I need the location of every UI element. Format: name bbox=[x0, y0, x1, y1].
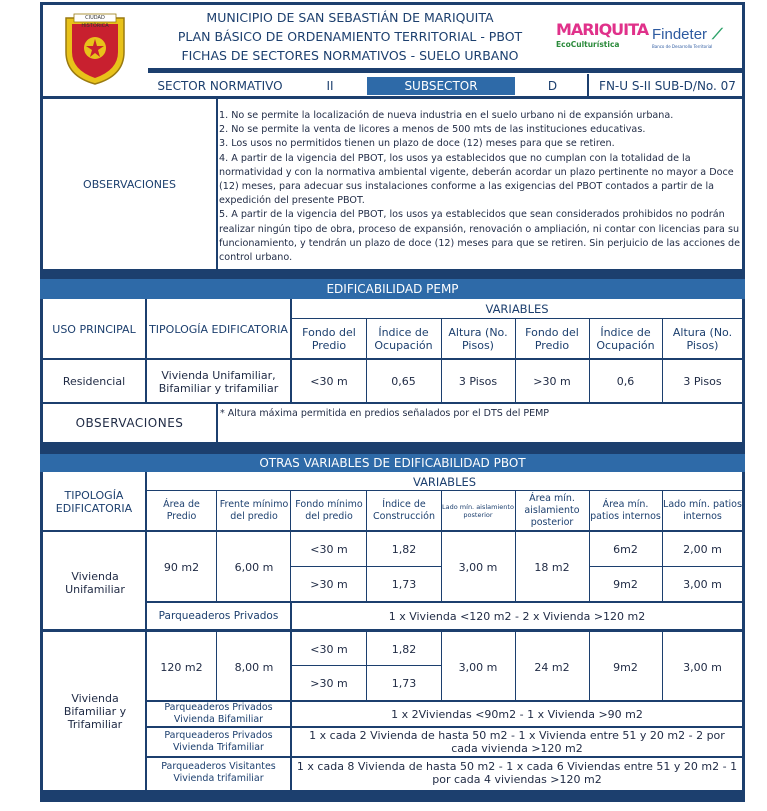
unifamiliar-lado-patio-1: 2,00 m bbox=[683, 543, 722, 556]
pemp-value-4: >30 m bbox=[533, 375, 571, 388]
findeter-logo-icon: ⟋ bbox=[712, 25, 723, 43]
parq-bifamiliar-label: Parqueaderos Privados Vivienda Bifamiliar bbox=[164, 702, 273, 725]
unifamiliar-parq-label: Parqueaderos Privados bbox=[158, 610, 279, 622]
sector-value: II bbox=[326, 78, 334, 93]
ficha-code: FN-U S-II SUB-D/No. 07 bbox=[599, 78, 736, 93]
pemp-title: EDIFICABILIDAD PEMP bbox=[40, 279, 745, 299]
mariquita-logo bbox=[556, 20, 649, 56]
unifamiliar-fondo-2: >30 m bbox=[310, 578, 348, 591]
header-line-2: PLAN BÁSICO DE ORDENAMIENTO TERRITORIAL - PBOT bbox=[177, 29, 523, 44]
parq-bifamiliar-value: 1 x 2Viviendas <90m2 - 1 x Vivienda >90 m2 bbox=[391, 707, 643, 721]
pbot-col-fondo: Fondo mínimo del predio bbox=[295, 499, 363, 522]
parq-trifamiliar-value: 1 x cada 2 Vivienda de hasta 50 m2 - 1 x Vivienda entre 51 y 20 m2 - 2 por cada vivienda >120 m2 bbox=[309, 729, 725, 755]
obs-item-2: 2. No se permite la venta de licores a menos de 500 mts de las instituciones educativas. bbox=[219, 124, 646, 136]
pbot-band-top bbox=[40, 442, 745, 454]
pemp-obs-text: * Altura máxima permitida en predios señalados por el DTS del PEMP bbox=[220, 408, 550, 419]
obs-divider bbox=[216, 99, 218, 269]
uso-principal-header: USO PRINCIPAL bbox=[52, 322, 136, 336]
pbot-tipologia-header: TIPOLOGÍA EDIFICATORIA bbox=[55, 489, 133, 515]
observaciones-list bbox=[219, 109, 741, 265]
pemp-col-6: Altura (No. Pisos) bbox=[672, 326, 733, 352]
pemp-value-6: 3 Pisos bbox=[683, 375, 722, 388]
pemp-row-line bbox=[40, 402, 745, 404]
pemp-value-1: <30 m bbox=[310, 375, 348, 388]
footer-band bbox=[40, 790, 745, 802]
bifamiliar-area-patio: 9m2 bbox=[613, 660, 638, 674]
unifamiliar-area: 90 m2 bbox=[163, 560, 200, 574]
unifamiliar-parq-value: 1 x Vivienda <120 m2 - 2 x Vivienda >120 m2 bbox=[388, 609, 646, 623]
bi-col-div-f bbox=[589, 632, 590, 700]
pbot-title: OTRAS VARIABLES DE EDIFICABILIDAD PBOT bbox=[40, 454, 745, 472]
unifamiliar-values-bottom bbox=[146, 601, 745, 603]
pemp-obs-divider bbox=[216, 404, 218, 442]
sector-row-top-border bbox=[148, 68, 745, 73]
mariquita-logo-subtext: EcoCulturística bbox=[556, 40, 620, 49]
header-line-3: FICHAS DE SECTORES NORMATIVOS - SUELO URBANO bbox=[181, 48, 519, 63]
pemp-value-3: 3 Pisos bbox=[458, 375, 498, 388]
pbot-col-area-patio: Área mín. patios internos bbox=[590, 499, 661, 522]
pbot-col-lado-patio: Lado mín. patios internos bbox=[663, 499, 742, 522]
pbot-col-area-aisl: Área mín. aislamiento posterior bbox=[524, 493, 580, 528]
bifamiliar-lado-patio: 3,00 m bbox=[683, 660, 722, 674]
unifamiliar-mid-line-b bbox=[590, 566, 745, 567]
obs-item-1: 1. No se permite la localización de nueva industria en el suelo urbano ni de expansión urbana. bbox=[219, 110, 674, 121]
pemp-header-line bbox=[40, 358, 745, 360]
pbot-col-area: Área de Predio bbox=[163, 499, 200, 522]
bifamiliar-area: 120 m2 bbox=[160, 660, 203, 674]
unifamiliar-frente: 6,00 m bbox=[234, 560, 274, 574]
bi-col-div-c bbox=[366, 632, 367, 700]
unifamiliar-area-patio-2: 9m2 bbox=[613, 578, 638, 591]
pemp-col-2: Índice de Ocupación bbox=[374, 326, 433, 352]
pemp-variables-line bbox=[292, 318, 742, 319]
obs-item-5: 5. A partir de la vigencia del PBOT, los usos ya establecidos que sean considerados prohibidos no podrán realizar ningún tipo de obra, proceso de expansión, renovación o ampliación, ni contar con licencias para su funcionamiento, y tendrán un plazo de doce (12) meses para que se retiren. Sin perjuicio de las acciones de control urbano. bbox=[219, 209, 741, 264]
bifamiliar-lado-aisl: 3,00 m bbox=[458, 660, 498, 674]
unifamiliar-lado-aisl: 3,00 m bbox=[458, 560, 498, 574]
unifamiliar-bottom bbox=[40, 629, 745, 632]
municipal-seal bbox=[56, 10, 134, 86]
mariquita-logo-text: MARIQUITA bbox=[556, 20, 649, 39]
bifamiliar-indice-1: 1,82 bbox=[391, 643, 417, 656]
unifamiliar-indice-2: 1,73 bbox=[391, 578, 417, 591]
bifamiliar-fondo-1: <30 m bbox=[310, 643, 348, 656]
bifamiliar-area-aisl: 24 m2 bbox=[534, 660, 570, 674]
parq-trifamiliar-label: Parqueaderos Privados Vivienda Trifamiliar bbox=[164, 730, 273, 753]
pemp-uso-value: Residencial bbox=[62, 375, 126, 388]
bifamiliar-frente: 8,00 m bbox=[234, 660, 274, 674]
pbot-col-div-a bbox=[216, 491, 217, 602]
pemp-obs-label: OBSERVACIONES bbox=[75, 415, 184, 430]
pbot-col-indice: Índice de Construcción bbox=[373, 499, 435, 522]
bifamiliar-mid-line bbox=[291, 665, 441, 666]
header-line-1: MUNICIPIO DE SAN SEBASTIÁN DE MARIQUITA bbox=[206, 10, 494, 25]
unifamiliar-label: Vivienda Unifamiliar bbox=[65, 570, 125, 596]
pbot-col-frente: Frente mínimo del predio bbox=[219, 499, 289, 522]
pemp-col-3: Altura (No. Pisos) bbox=[448, 326, 508, 352]
pemp-col-1: Fondo del Predio bbox=[302, 326, 356, 352]
pemp-value-5: 0,6 bbox=[616, 375, 635, 388]
tipologia-header: TIPOLOGÍA EDIFICATORIA bbox=[149, 322, 288, 336]
subsector-value: D bbox=[547, 78, 558, 93]
pemp-tipologia-value: Vivienda Unifamiliar, Bifamiliar y trifamiliar bbox=[158, 368, 279, 395]
pbot-col-div-b bbox=[290, 491, 291, 602]
obs-item-3: 3. Los usos no permitidos tienen un plazo de doce (12) meses para que se retiren. bbox=[219, 138, 615, 150]
unifamiliar-fondo-1: <30 m bbox=[310, 543, 348, 556]
pbot-header-line bbox=[40, 530, 745, 532]
bifamiliar-fondo-2: >30 m bbox=[310, 677, 348, 690]
bi-col-div-d bbox=[441, 632, 442, 700]
pemp-col-4: Fondo del Predio bbox=[525, 326, 579, 352]
obs-item-4: 4. A partir de la vigencia del PBOT, los usos ya establecidos que no cumplan con la totalidad de la normatividad y con la normativa ambiental vigente, deberán acordar un plazo pertinente no mayor a Doce (12) meses, para adecuar sus instalaciones conforme a las exigencias del PBOT contados a partir de la expedición del presente PBOT. bbox=[219, 152, 734, 207]
pbot-variables-header: VARIABLES bbox=[412, 474, 477, 489]
unifamiliar-mid-line-a bbox=[291, 566, 441, 567]
subsector-label: SUBSECTOR bbox=[367, 77, 515, 95]
variables-header: VARIABLES bbox=[485, 301, 549, 316]
unifamiliar-lado-patio-2: 3,00 m bbox=[683, 578, 722, 591]
code-divider bbox=[587, 74, 589, 96]
pemp-col-5: Índice de Ocupación bbox=[596, 326, 655, 352]
seal-ribbon-text: CIUDAD HISTÓRICA bbox=[81, 15, 109, 29]
header-title bbox=[150, 8, 550, 65]
bi-col-div-g bbox=[662, 632, 663, 700]
bi-col-div-b bbox=[290, 632, 292, 790]
unifamiliar-area-aisl: 18 m2 bbox=[534, 560, 570, 574]
findeter-logo-text: Findeter bbox=[652, 26, 708, 43]
pemp-band-top bbox=[40, 269, 745, 279]
unifamiliar-area-patio-1: 6m2 bbox=[613, 543, 638, 556]
findeter-logo bbox=[652, 24, 732, 54]
sector-label: SECTOR NORMATIVO bbox=[157, 78, 283, 93]
pemp-value-2: 0,65 bbox=[391, 375, 416, 388]
parq-visitantes-label: Parqueaderos Visitantes Vivienda trifamiliar bbox=[161, 761, 276, 784]
unifamiliar-parq-div bbox=[290, 603, 292, 629]
bi-col-div-a bbox=[216, 632, 217, 700]
pbot-col-div-c bbox=[366, 491, 367, 602]
pbot-col-lado-aisl: Lado mín. aislamiento posterior bbox=[442, 503, 514, 519]
observaciones-label: OBSERVACIONES bbox=[83, 177, 176, 191]
bifamiliar-indice-2: 1,73 bbox=[391, 677, 417, 690]
unifamiliar-indice-1: 1,82 bbox=[391, 543, 417, 556]
bifamiliar-label: Vivienda Bifamiliar y Trifamiliar bbox=[63, 692, 127, 731]
pbot-variables-line bbox=[147, 490, 743, 491]
findeter-logo-subtext: Banco de Desarrollo Territorial bbox=[652, 44, 713, 49]
parq-visitantes-value: 1 x cada 8 Vivienda de hasta 50 m2 - 1 x cada 6 Viviendas entre 51 y 20 m2 - 1 por cada 4 viviendas >120 m2 bbox=[296, 760, 738, 786]
bi-col-div-e bbox=[515, 632, 516, 700]
